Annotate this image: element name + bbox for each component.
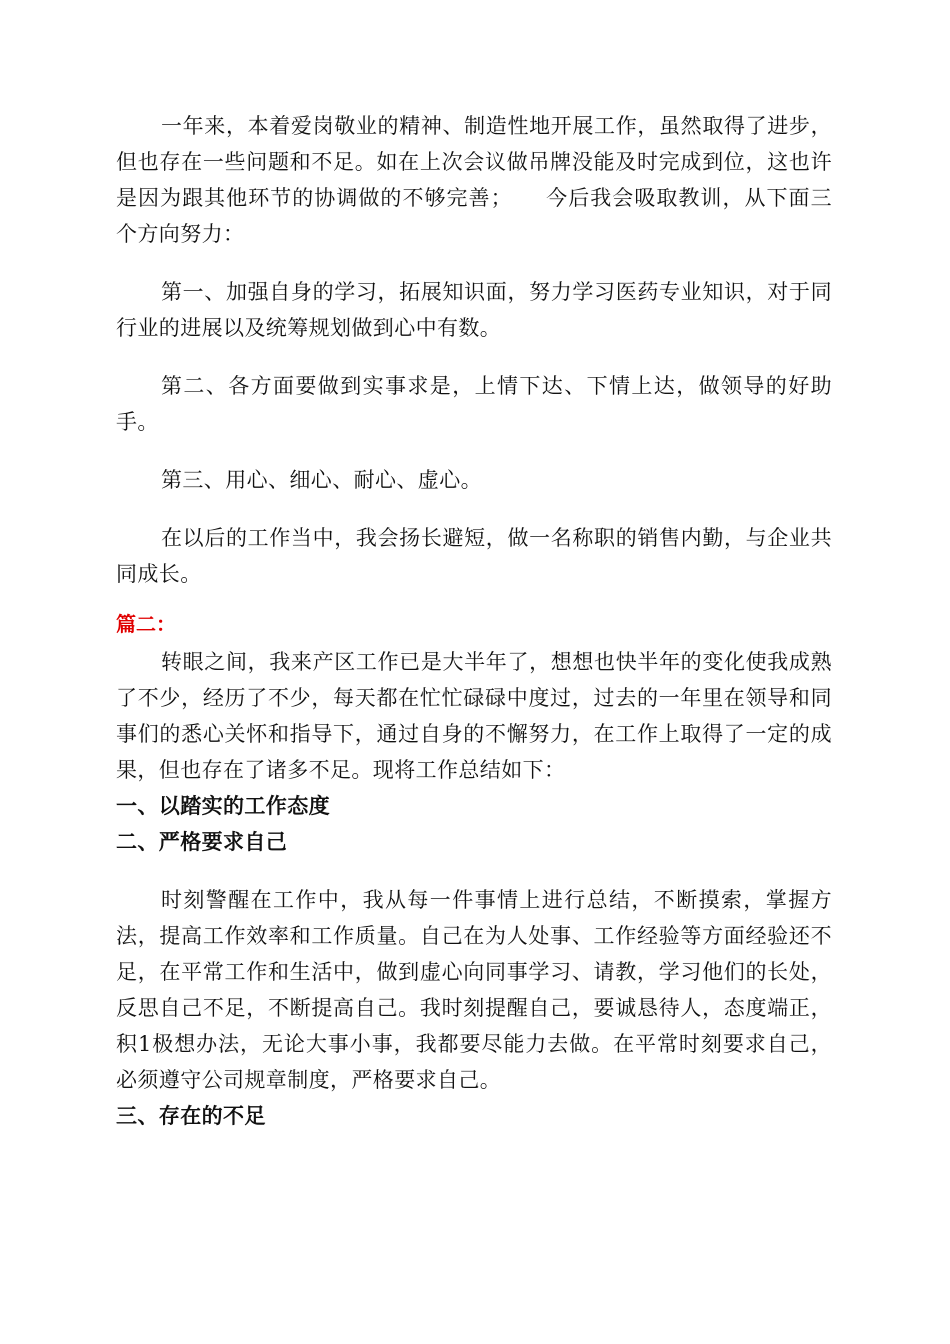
closing-paragraph: 在以后的工作当中，我会扬长避短，做一名称职的销售内勤，与企业共同成长。	[116, 526, 832, 586]
intro-paragraph: 一年来，本着爱岗敬业的精神、制造性地开展工作，虽然取得了进步，但也存在一些问题和不足。如在上次会议做吊牌没能及时完成到位，这也许是因为跟其他环节的协调做的不够完善； 今后我会吸取教训，从下面三个方向努力：	[116, 114, 832, 246]
part-two-title: 篇二：	[116, 612, 176, 636]
part-two-intro-paragraph: 转眼之间，我来产区工作已是大半年了，想想也快半年的变化使我成熟了不少，经历了不少，每天都在忙忙碌碌中度过，过去的一年里在领导和同事们的悉心关怀和指导下，通过自身的不懈努力，在工作上取得了一定的成果，但也存在了诸多不足。现将工作总结如下：	[116, 650, 832, 782]
point-three-paragraph: 第三、用心、细心、耐心、虚心。	[161, 468, 482, 492]
heading-shortcomings: 三、存在的不足	[116, 1104, 266, 1128]
heading-work-attitude: 一、以踏实的工作态度	[116, 794, 330, 818]
document-page	[116, 108, 832, 1134]
point-one-paragraph: 第一、加强自身的学习，拓展知识面，努力学习医药专业知识，对于同行业的进展以及统筹规划做到心中有数。	[116, 280, 832, 340]
point-two-paragraph: 第二、各方面要做到实事求是，上情下达、下情上达，做领导的好助手。	[116, 374, 832, 434]
heading-strict-self: 二、严格要求自己	[116, 830, 288, 854]
strict-self-paragraph: 时刻警醒在工作中，我从每一件事情上进行总结，不断摸索，掌握方法，提高工作效率和工作质量。自己在为人处事、工作经验等方面经验还不足，在平常工作和生活中，做到虚心向同事学习、请教，学习他们的长处，反思自己不足，不断提高自己。我时刻提醒自己，要诚恳待人，态度端正，积1极想办法，无论大事小事，我都要尽能力去做。在平常时刻要求自己，必须遵守公司规章制度，严格要求自己。	[116, 888, 832, 1092]
